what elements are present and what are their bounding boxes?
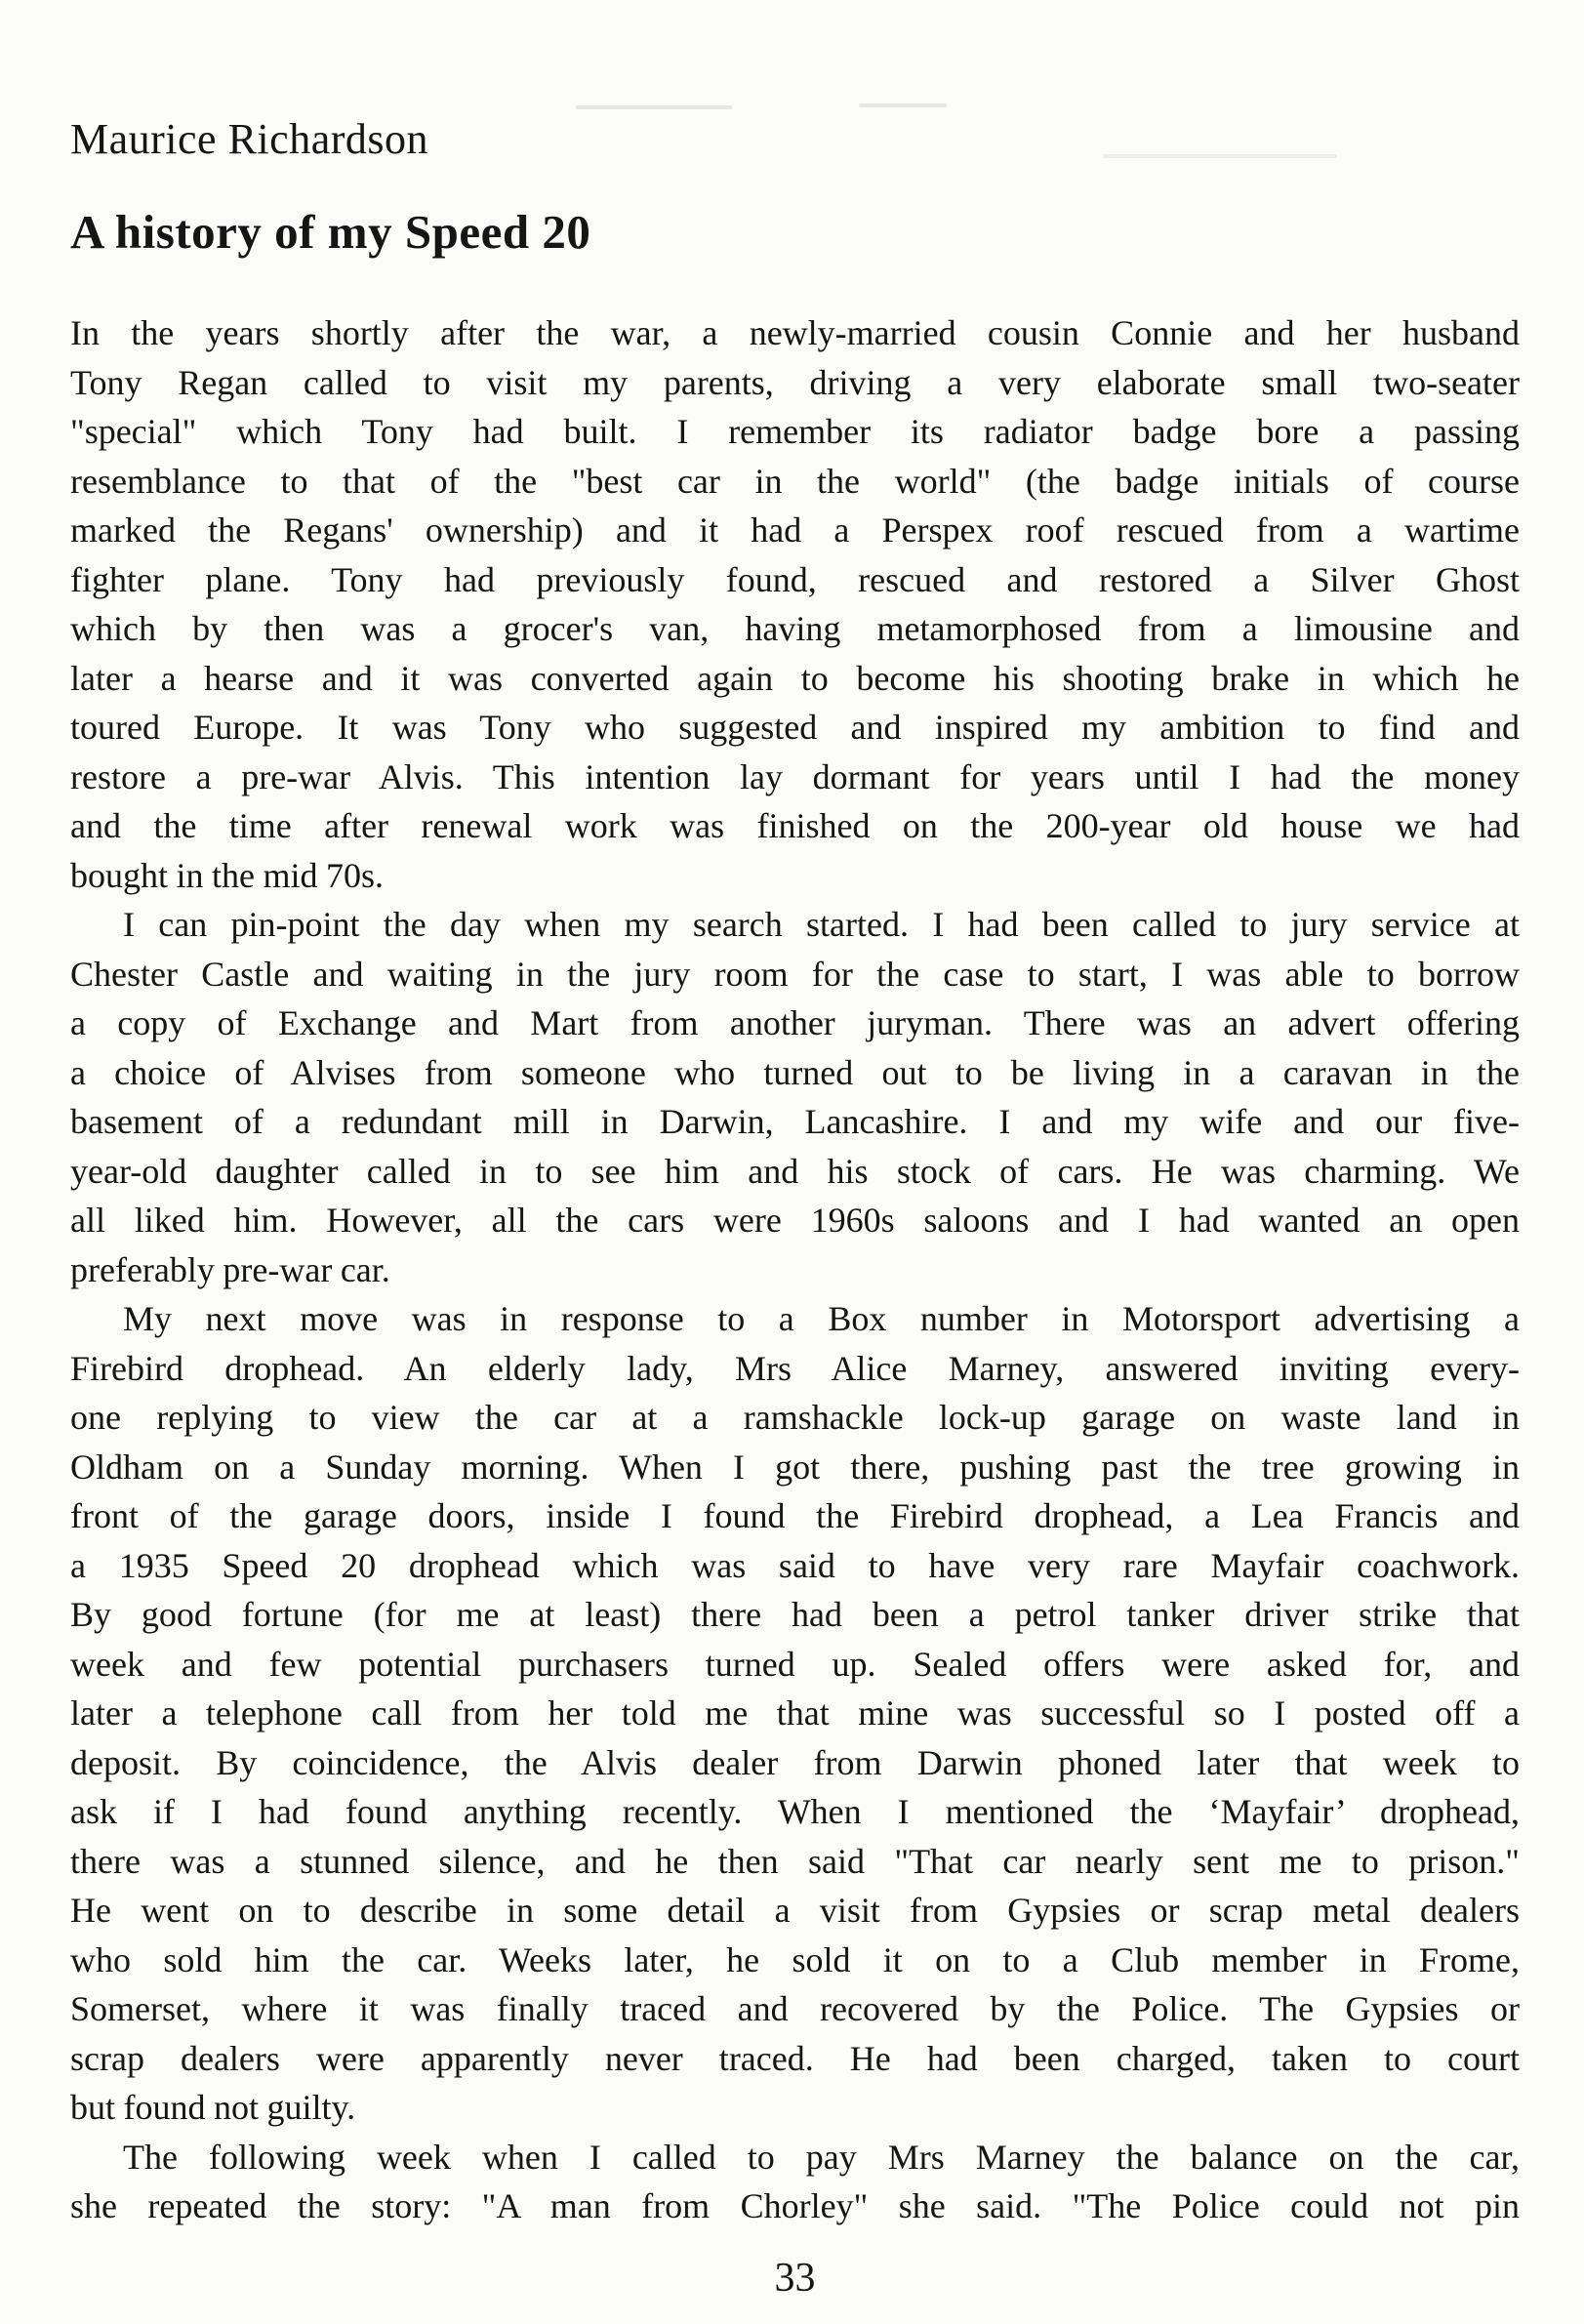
text-line: but found not guilty. [70, 2088, 356, 2128]
text-line: The following week when I called to pay Mrs Marney the balance on the car, [123, 2137, 1520, 2177]
text-line: a choice of Alvises from someone who turned out to be living in a caravan in the [70, 1052, 1520, 1092]
text-line: all liked him. However, all the cars were 1960s saloons and I had wanted an open [70, 1201, 1520, 1241]
article-title: A history of my Speed 20 [70, 204, 591, 259]
text-line: By good fortune (for me at least) there had been a petrol tanker driver strike that [70, 1595, 1520, 1635]
text-line: resemblance to that of the "best car in the world" (the badge initials of course [70, 461, 1520, 501]
text-block [70, 115, 1520, 2231]
text-line: a 1935 Speed 20 drophead which was said to have very rare Mayfair coachwork. [70, 1545, 1520, 1585]
text-line: basement of a redundant mill in Darwin, Lancashire. I and my wife and our five- [70, 1102, 1520, 1142]
text-line: I can pin-point the day when my search started. I had been called to jury service at [123, 905, 1520, 945]
text-line: who sold him the car. Weeks later, he sold it on to a Club member in Frome, [70, 1939, 1520, 1979]
scan-artifact [859, 103, 947, 107]
text-line: she repeated the story: "A man from Chorley" she said. "The Police could not pin [70, 2186, 1520, 2226]
text-line: year-old daughter called in to see him and his stock of cars. He was charming. We [70, 1151, 1520, 1191]
scan-artifact [1103, 154, 1337, 158]
text-line: fighter plane. Tony had previously found, rescued and restored a Silver Ghost [70, 559, 1520, 599]
text-line: week and few potential purchasers turned up. Sealed offers were asked for, and [70, 1644, 1520, 1684]
text-line: Tony Regan called to visit my parents, driving a very elaborate small two-seater [70, 362, 1520, 402]
text-line: and the time after renewal work was finished on the 200-year old house we had [70, 806, 1520, 846]
text-line: He went on to describe in some detail a visit from Gypsies or scrap metal dealers [70, 1891, 1520, 1931]
text-line: deposit. By coincidence, the Alvis dealer from Darwin phoned later that week to [70, 1742, 1520, 1782]
text-line: Firebird drophead. An elderly lady, Mrs Alice Marney, answered inviting every- [70, 1348, 1520, 1388]
text-line: Somerset, where it was finally traced and recovered by the Police. The Gypsies or [70, 1989, 1520, 2029]
page-number: 33 [774, 2255, 816, 2301]
text-line: bought in the mid 70s. [70, 855, 384, 895]
text-line: later a telephone call from her told me that mine was successful so I posted off a [70, 1693, 1520, 1733]
text-line: front of the garage doors, inside I found the Firebird drophead, a Lea Francis and [70, 1496, 1520, 1536]
text-line: preferably pre-war car. [70, 1249, 390, 1289]
paragraph [70, 2133, 1520, 2231]
text-line: later a hearse and it was converted again to become his shooting brake in which he [70, 658, 1520, 698]
text-line: In the years shortly after the war, a newly-married cousin Connie and her husband [70, 313, 1520, 353]
text-line: ask if I had found anything recently. When I mentioned the ‘Mayfair’ drophead, [70, 1792, 1520, 1832]
paragraph [70, 900, 1520, 1294]
text-line: a copy of Exchange and Mart from another juryman. There was an advert offering [70, 1003, 1520, 1043]
text-line: My next move was in response to a Box number in Motorsport advertising a [123, 1299, 1520, 1339]
text-line: Oldham on a Sunday morning. When I got there, pushing past the tree growing in [70, 1447, 1520, 1487]
author-line: Maurice Richardson [70, 115, 428, 163]
text-line: one replying to view the car at a ramshackle lock-up garage on waste land in [70, 1398, 1520, 1438]
text-line: toured Europe. It was Tony who suggested and inspired my ambition to find and [70, 708, 1520, 748]
text-line: there was a stunned silence, and he then said "That car nearly sent me to prison." [70, 1841, 1520, 1881]
text-line: scrap dealers were apparently never traced. He had been charged, taken to court [70, 2038, 1520, 2078]
text-line: marked the Regans' ownership) and it had a Perspex roof rescued from a wartime [70, 510, 1520, 550]
paragraph [70, 308, 1520, 900]
text-line: restore a pre-war Alvis. This intention lay dormant for years until I had the money [70, 756, 1520, 796]
paragraph [70, 1294, 1520, 2133]
text-line: Chester Castle and waiting in the jury room for the case to start, I was able to borrow [70, 954, 1520, 994]
body-text [70, 308, 1520, 2231]
text-line: which by then was a grocer's van, having metamorphosed from a limousine and [70, 609, 1520, 649]
text-line: "special" which Tony had built. I remember its radiator badge bore a passing [70, 412, 1520, 452]
scan-artifact [576, 105, 732, 109]
